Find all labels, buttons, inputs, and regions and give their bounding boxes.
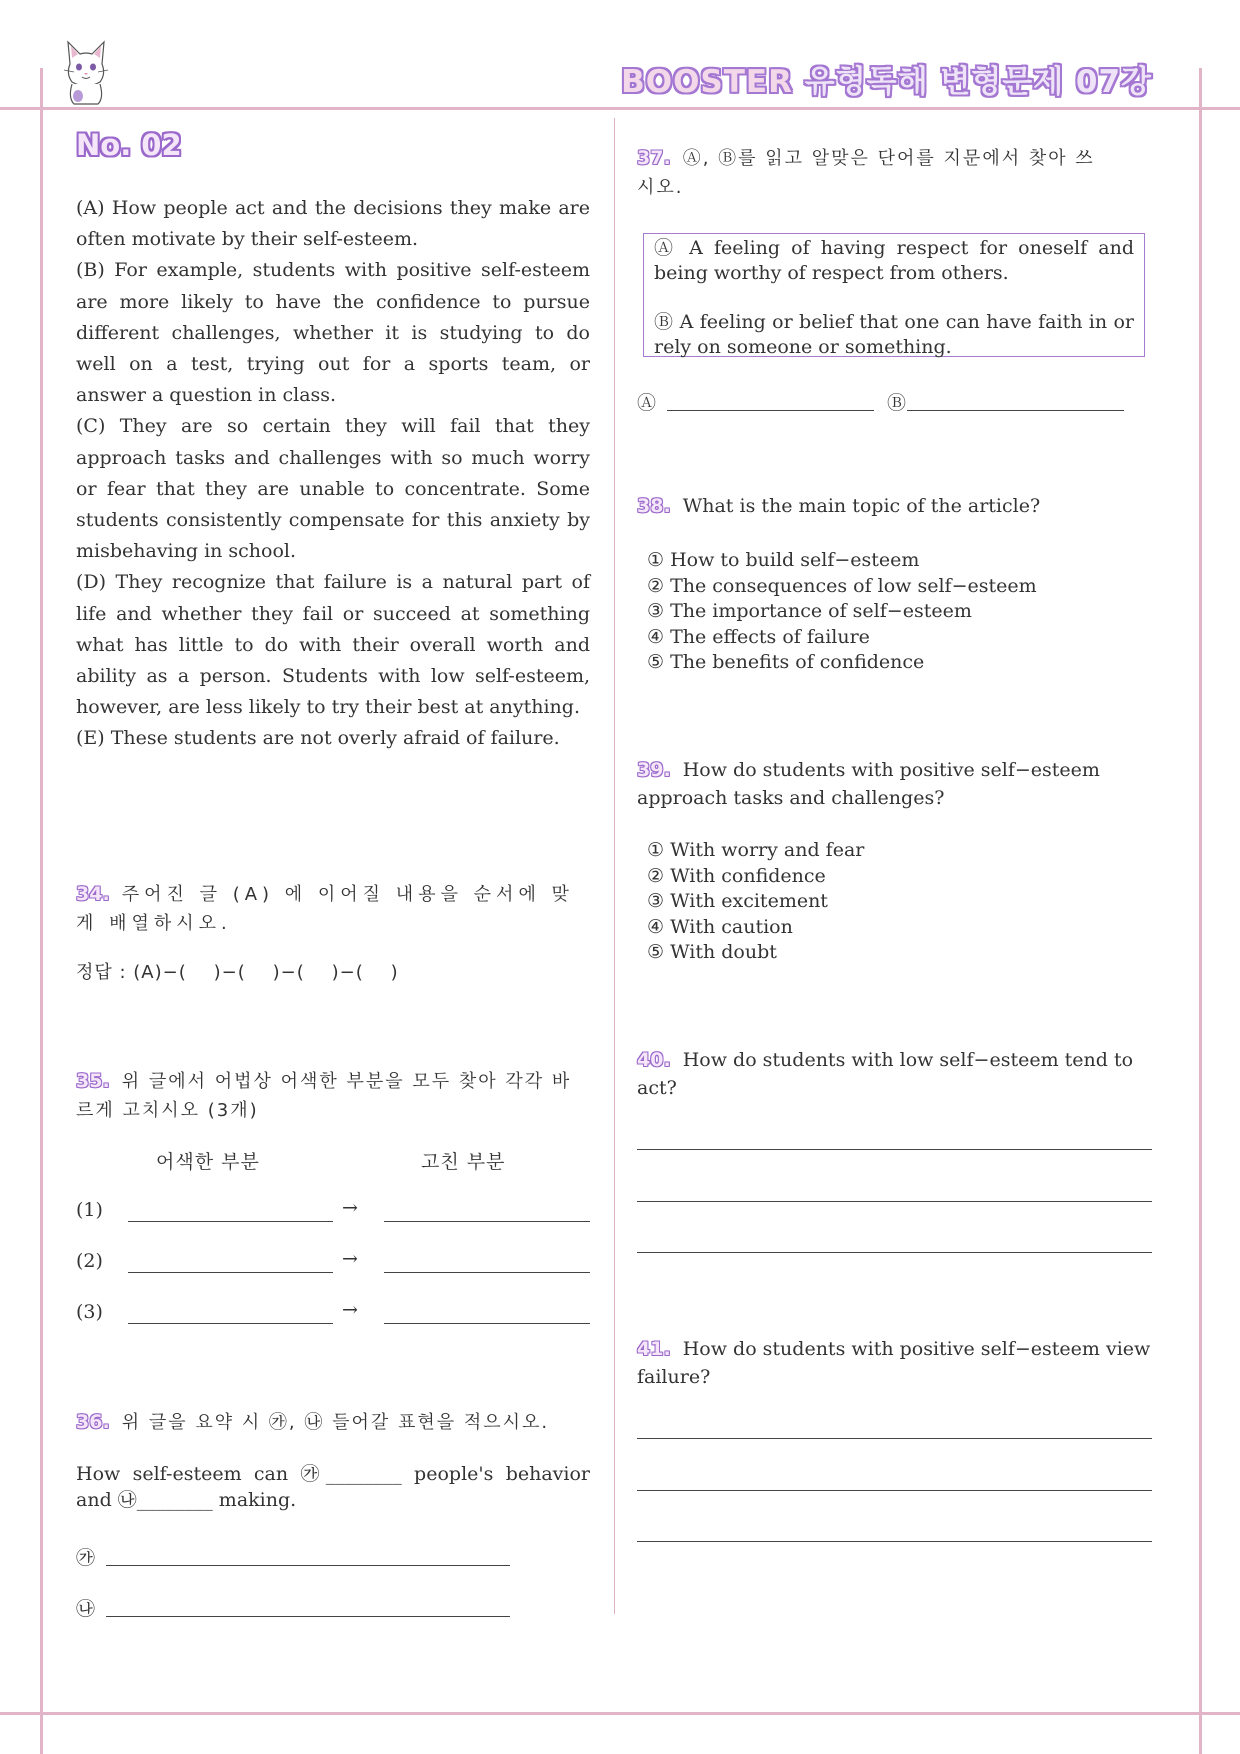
- passage-paragraph-c: (C) They are so certain they will fail that they approach tasks and challenges with so much worry or fear that they are unable to concentrate. Some students consistently compensate for this anxiety by misbehaving in school.: [76, 415, 590, 563]
- right-margin-rule: [1199, 68, 1202, 1754]
- question-number: 37.: [637, 147, 671, 169]
- question-number: 34.: [76, 883, 110, 905]
- answer-line-fixed-2[interactable]: [384, 1272, 590, 1273]
- question-text: What is the main topic of the article?: [682, 495, 1041, 517]
- row-label-3: (3): [76, 1301, 103, 1323]
- question-number: 36.: [76, 1411, 110, 1433]
- question-text: 위 글에서 어법상 어색한 부분을 모두 찾아 각각 바르게 고치시오 (3개): [76, 1071, 572, 1121]
- question-number: 41.: [637, 1338, 671, 1360]
- label-b: Ⓑ: [887, 392, 907, 414]
- passage-paragraph-b: (B) For example, students with positive self-esteem are more likely to have the confidence to pursue different challenges, whether it is studying to do well on a test, trying out for a sports team, or answer a question in class.: [76, 259, 590, 407]
- header-title-kr: 유형독해 변형문제 07강: [804, 64, 1152, 100]
- left-margin-rule: [40, 68, 43, 1754]
- question-36: [76, 1408, 590, 1437]
- question-number: 38.: [637, 495, 671, 517]
- option-2[interactable]: ② The consequences of low self−esteem: [647, 574, 1037, 597]
- label-ga: ㉮: [76, 1547, 96, 1569]
- question-text: Ⓐ, Ⓑ를 읽고 알맞은 단어를 지문에서 찾아 쓰시오.: [637, 148, 1095, 198]
- question-38: [637, 492, 1157, 520]
- passage-paragraph-e: (E) These students are not overly afraid of failure.: [76, 727, 560, 750]
- footer-rule: [0, 1712, 1240, 1715]
- answer-line-wrong-2[interactable]: [128, 1272, 333, 1273]
- option-2[interactable]: ② With confidence: [647, 864, 826, 887]
- answer-line-b[interactable]: [907, 410, 1124, 411]
- row-label-2: (2): [76, 1250, 103, 1272]
- section-title: No. 02: [76, 128, 182, 162]
- answer-line-fixed-3[interactable]: [384, 1323, 590, 1324]
- answer-line-wrong-3[interactable]: [128, 1323, 333, 1324]
- question-38-options: [647, 548, 1037, 676]
- cat-mascot-icon: [56, 34, 116, 106]
- answer-line-41-2[interactable]: [637, 1490, 1152, 1491]
- definition-a: Ⓐ A feeling of having respect for oneself and being worthy of respect from others.: [654, 237, 1134, 284]
- answer-line-a[interactable]: [667, 410, 874, 411]
- label-na: ㉯: [76, 1598, 96, 1620]
- question-text: 위 글을 요약 시 ㉮, ㉯ 들어갈 표현을 적으시오.: [121, 1412, 550, 1433]
- question-37: [637, 144, 1107, 202]
- row-label-1: (1): [76, 1199, 103, 1221]
- option-5[interactable]: ⑤ The benefits of confidence: [647, 651, 925, 674]
- question-40: [637, 1046, 1157, 1102]
- passage-paragraph-a: (A) How people act and the decisions they make are often motivate by their self-esteem.: [76, 197, 590, 251]
- column-header-wrong: 어색한 부분: [156, 1151, 260, 1173]
- header-title: [621, 56, 1152, 101]
- option-4[interactable]: ④ The effects of failure: [647, 625, 870, 648]
- question-text: 주어진 글 (A) 에 이어질 내용을 순서에 맞게 배열하시오.: [76, 884, 574, 934]
- question-39: [637, 756, 1157, 812]
- answer-line-ga[interactable]: [106, 1565, 510, 1566]
- answer-line-wrong-1[interactable]: [128, 1221, 333, 1222]
- question-text: How do students with low self−esteem tend to act?: [637, 1049, 1134, 1099]
- question-text: How do students with positive self−esteem view failure?: [637, 1338, 1151, 1388]
- arrow-2: →: [342, 1248, 358, 1270]
- question-35: [76, 1067, 590, 1125]
- option-3[interactable]: ③ The importance of self−esteem: [647, 600, 972, 623]
- answer-line-41-1[interactable]: [637, 1438, 1152, 1439]
- question-text: How do students with positive self−esteem approach tasks and challenges?: [637, 759, 1100, 809]
- option-1[interactable]: ① With worry and fear: [647, 839, 865, 861]
- answer-order-field[interactable]: 정답 : (A)−( )−( )−( )−( ): [76, 962, 399, 983]
- question-number: 40.: [637, 1049, 671, 1071]
- arrow-3: →: [342, 1299, 358, 1321]
- option-4[interactable]: ④ With caution: [647, 915, 793, 938]
- option-3[interactable]: ③ With excitement: [647, 890, 828, 913]
- option-5[interactable]: ⑤ With doubt: [647, 941, 777, 964]
- question-41: [637, 1335, 1157, 1391]
- answer-line-na[interactable]: [106, 1616, 510, 1617]
- answer-line-fixed-1[interactable]: [384, 1221, 590, 1222]
- answer-line-40-2[interactable]: [637, 1201, 1152, 1202]
- answer-line-40-3[interactable]: [637, 1252, 1152, 1253]
- definition-box: [643, 233, 1145, 357]
- header-title-en: BOOSTER: [621, 64, 793, 100]
- answer-line-41-3[interactable]: [637, 1541, 1152, 1542]
- summary-sentence: How self-esteem can ㉮________ people's behavior and ㉯________ making.: [76, 1463, 590, 1511]
- question-number: 35.: [76, 1070, 110, 1092]
- header-rule: [0, 107, 1240, 110]
- question-34: [76, 880, 590, 938]
- reading-passage: [76, 193, 590, 755]
- answer-line-40-1[interactable]: [637, 1149, 1152, 1150]
- column-header-fixed: 고친 부분: [421, 1151, 506, 1173]
- definition-b: Ⓑ A feeling or belief that one can have faith in or rely on someone or something.: [654, 311, 1134, 358]
- passage-paragraph-d: (D) They recognize that failure is a natural part of life and whether they fail or succeed at something what has little to do with their overall worth and ability as a person. Students with low self-esteem, however, are less likely to try their best at anything.: [76, 571, 590, 719]
- option-1[interactable]: ① How to build self−esteem: [647, 549, 920, 571]
- label-a: Ⓐ: [637, 392, 657, 414]
- question-39-options: [647, 838, 864, 966]
- arrow-1: →: [342, 1197, 358, 1219]
- column-divider: [614, 118, 615, 1614]
- question-number: 39.: [637, 759, 671, 781]
